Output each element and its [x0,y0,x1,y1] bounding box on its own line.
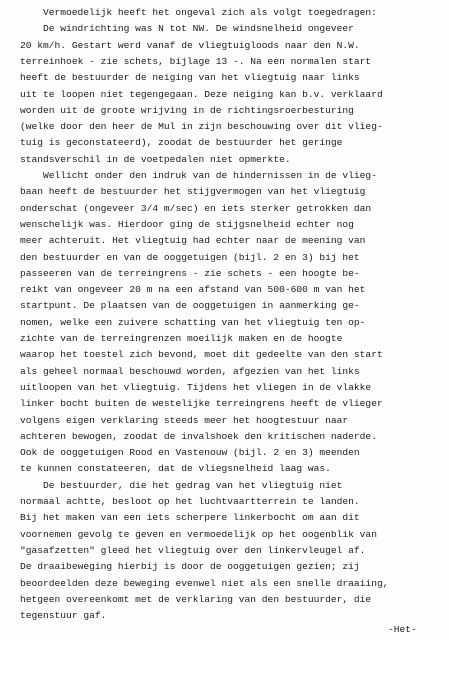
text-line: Vermoedelijk heeft het ongeval zich als volgt toegedragen: [43,7,377,18]
text-line: waarop het toestel zich bevond, moet dit gedeelte van den start [20,349,383,361]
text-line: linker bocht buiten de westelijke terreingrens heeft de vlieger [20,398,383,410]
text-line: Wellicht onder den indruk van de hindernissen in de vlieg- [43,170,377,181]
text-line: De windrichting was N tot NW. De windsnelheid ongeveer [43,23,354,35]
text-line: achteren bewogen, zoodat de invalshoek den kritischen naderde. [20,430,377,442]
text-line: onderschat (ongeveer 3/4 m/sec) en iets sterker getrokken dan [20,202,372,214]
text-line: (welke door den heer de Mul in zijn beschouwing over dit vlieg- [20,121,383,133]
page-continuation-marker: -Het- [388,624,417,636]
text-line: hetgeen overeenkomt met de verklaring van den bestuurder, die [20,593,372,605]
text-line: Bij het maken van een iets scherpere linkerbocht om aan dit [20,512,360,524]
text-line: den bestuurder en van de ooggetuigen (bijl. 2 en 3) bij het [20,251,360,263]
text-line: standsverschil in de voetpedalen niet opmerkte. [20,153,291,165]
text-line: De bestuurder, die het gedrag van het vliegtuig niet [43,479,343,491]
text-line: volgens eigen verklaring steeds meer het hoogtestuur naar [20,414,349,426]
text-line: startpunt. De plaatsen van de ooggetuigen in aanmerking ge- [20,300,360,312]
text-line: terreinhoek - zie schets, bijlage 13 -. Na een normalen start [20,55,372,67]
text-line: Ook de ooggetuigen Rood en Vastenouw (bijl. 2 en 3) meenden [20,447,360,459]
text-line: zichte van de terreingrenzen moeilijk maken en de hoogte [20,333,343,344]
text-line: te kunnen constateeren, dat de vliegsnelheid laag was. [20,463,331,475]
text-line: meer achteruit. Het vliegtuig had echter naar de meening van [20,235,366,247]
text-line: tuig is geconstateerd), zoodat de bestuurder het geringe [20,137,343,149]
text-line: baan heeft de bestuurder het stijgvermogen van het vliegtuig [20,186,366,198]
text-line: uit te loopen niet tegengegaan. Deze neiging kan b.v. verklaard [20,88,383,100]
text-line: reikt van ongeveer 20 m na een afstand van 500-600 m van het [20,284,366,296]
text-line: normaal achtte, besloot op het luchtvaartterrein te landen. [20,496,360,507]
text-line: 20 km/h. Gestart werd vanaf de vliegtuigloods naar den N.W. [20,39,360,51]
text-line: De draaibeweging hierbij is door de ooggetuigen gezien; zij [20,561,360,573]
text-line: voornemen gevolg te geven en vermoedelijk op het oogenblik van [20,528,377,540]
text-line: uitloopen van het vliegtuig. Tijdens het vliegen in de vlakke [20,381,372,393]
text-line: heeft de bestuurder de neiging van het vliegtuig naar links [20,72,360,84]
text-line: tegenstuur gaf. [20,610,107,622]
text-line: worden uit de groote wrijving in de richtingsroerbesturing [20,104,354,116]
text-line: als geheel normaal beschouwd worden, afgezien van het links [20,365,360,377]
text-line: passeeren van de terreingrens - zie schets - een hoogte be- [20,267,360,279]
text-line: nomen, welke een zuivere schatting van het vliegtuig ten op- [20,316,366,328]
text-line: "gasafzetten" gleed het vliegtuig over den linkervleugel af. [20,544,366,556]
text-line: beoordeelden deze beweging evenwel niet als een snelle draaiing, [20,577,389,589]
text-line: wenschelijk was. Hierdoor ging de stijgsnelheid echter nog [20,218,354,230]
